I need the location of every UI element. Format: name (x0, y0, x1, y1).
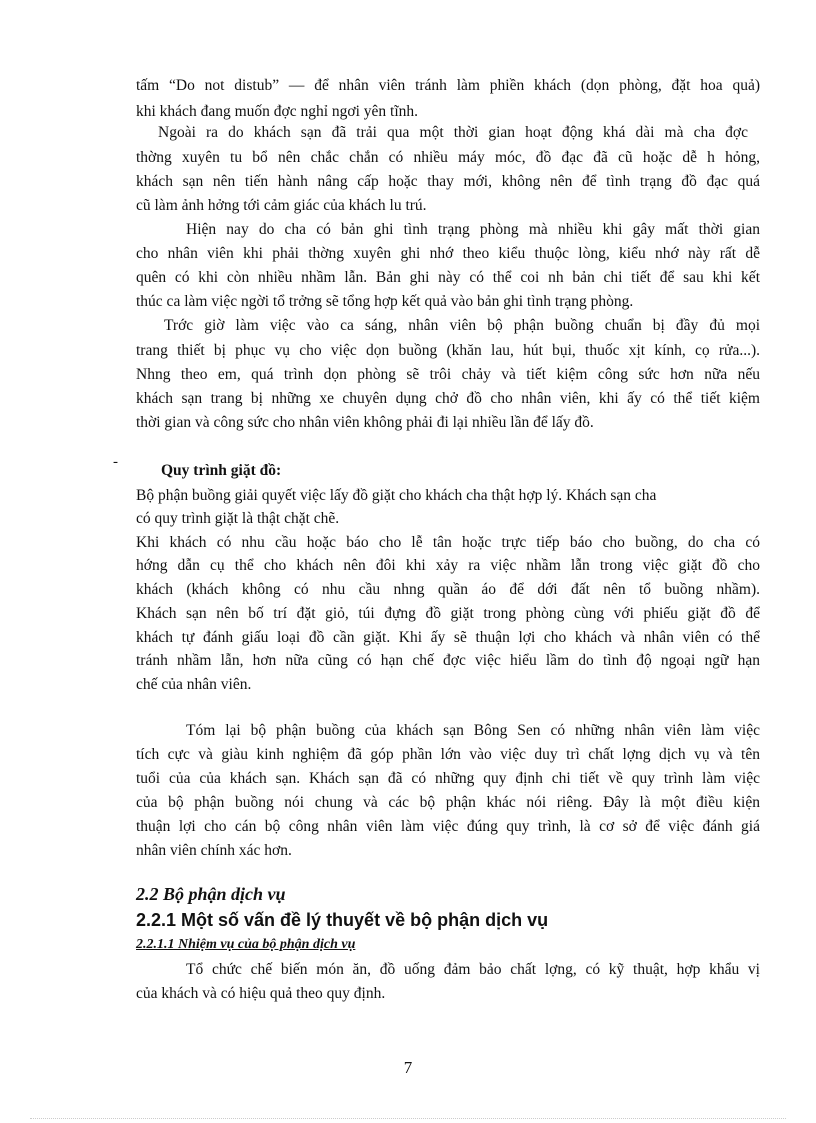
text-line: khách sạn trang bị những xe chuyên dụng chở đồ cho nhân viên, khi ấy có thể tiết kiệm (136, 390, 760, 407)
text-line: cho nhân viên khi phải thờng xuyên ghi nhớ theo kiểu thuộc lòng, kiểu nhớ này rất dễ (136, 245, 760, 262)
page-number: 7 (403, 1058, 413, 1077)
text-line: thời gian và công sức cho nhân viên không phải đi lại nhiều lần để lấy đồ. (136, 414, 594, 431)
section-heading-2-2: 2.2 Bộ phận dịch vụ (136, 884, 286, 904)
text-line: quên có khi còn nhiều nhầm lẫn. Bản ghi này có thể coi nh bản chi tiết để sau khi kết (136, 269, 760, 286)
text-line: tuổi của của khách sạn. Khách sạn đã có những quy định chi tiết về quy trình làm việc (136, 770, 760, 787)
text-line: tấm “Do not distub” — để nhân viên tránh làm phiền khách (dọn phòng, đặt hoa quả) (136, 77, 760, 94)
text-line: thuận lợi cho cán bộ công nhân viên làm việc đúng quy trình, là cơ sở để việc đánh giá (136, 818, 760, 835)
text-line: khách sạn nên tiến hành nâng cấp hoặc thay mới, không nên để tình trạng đồ đạc quá (136, 173, 760, 190)
text-line: của khách và có hiệu quả theo quy định. (136, 985, 386, 1002)
text-line: nhân viên chính xác hơn. (136, 842, 292, 859)
text-line: thúc ca làm việc ngời tổ trởng sẽ tổng hợp kết quả vào bản ghi tình trạng phòng. (136, 293, 634, 310)
page-footer-rule (30, 1118, 786, 1119)
section-heading-2-2-1-1: 2.2.1.1 Nhiệm vụ của bộ phận dịch vụ (136, 937, 356, 952)
text-line: Tổ chức chế biến món ăn, đồ uống đảm bảo chất lợng, có kỹ thuật, hợp khẩu vị (186, 961, 760, 978)
text-line: cũ làm ảnh hởng tới cảm giác của khách lu trú. (136, 197, 427, 214)
text-line: Nhng theo em, quá trình dọn phòng sẽ trôi chảy và tiết kiệm công sức hơn nữa nếu (136, 366, 760, 383)
text-line: Khi khách có nhu cầu hoặc báo cho lễ tân hoặc trực tiếp báo cho buồng, do cha có (136, 534, 760, 551)
text-line: trang thiết bị phục vụ cho việc dọn buồng (khăn lau, hút bụi, thuốc xịt kính, cọ rửa...). (136, 342, 760, 359)
text-line: Trớc giờ làm việc vào ca sáng, nhân viên bộ phận buồng chuẩn bị đầy đủ mọi (164, 317, 760, 334)
text-line: khi khách đang muốn đợc nghỉ ngơi yên tĩnh. (136, 103, 419, 120)
text-line: Bộ phận buồng giải quyết việc lấy đồ giặt cho khách cha thật hợp lý. Khách sạn cha (136, 487, 657, 504)
text-line: Ngoài ra do khách sạn đã trải qua một thời gian hoạt động khá dài mà cha đợc (158, 124, 748, 141)
text-line: có quy trình giặt là thật chặt chẽ. (136, 510, 340, 527)
text-line: của bộ phận buồng nói chung và các bộ phận khác nói riêng. Đây là một điều kiện (136, 794, 760, 811)
text-line: Tóm lại bộ phận buồng của khách sạn Bông Sen có những nhân viên làm việc (186, 722, 760, 739)
text-line: khách (khách không có nhu cầu nhng quần áo để dới đất nên tổ buồng nhầm). (136, 581, 760, 598)
text-line: khách tự đánh giấu loại đồ cần giặt. Khi ấy sẽ thuận lợi cho khách và nhân viên có thể (136, 629, 760, 646)
laundry-heading: Quy trình giặt đồ: (161, 462, 282, 479)
text-line: chế của nhân viên. (136, 676, 252, 693)
text-line: tránh nhầm lẫn, hơn nữa cũng có hạn chế đợc việc hiểu lầm do tình độ ngoại ngữ hạn (136, 652, 760, 669)
text-line: Khách sạn nên bố trí đặt giỏ, túi đựng đồ giặt trong phòng cùng với phiếu giặt đồ để (136, 605, 760, 622)
text-line: thờng xuyên tu bổ nên chắc chắn có nhiều máy móc, đồ đạc đã cũ hoặc dễ h hỏng, (136, 149, 760, 166)
text-line: tích cực và giàu kinh nghiệm đã góp phần lớn vào việc duy trì chất lợng dịch vụ và tên (136, 746, 760, 763)
text-line: hớng dẫn cụ thể cho khách nên đôi khi xảy ra việc nhầm lẫn trong việc giặt đồ cho (136, 557, 760, 574)
text-line: Hiện nay do cha có bản ghi tình trạng phòng mà nhiều khi gây mất thời gian (186, 221, 760, 238)
section-heading-2-2-1: 2.2.1 Một số vấn đề lý thuyết về bộ phận dịch vụ (136, 910, 549, 930)
list-dash: - (113, 454, 118, 470)
